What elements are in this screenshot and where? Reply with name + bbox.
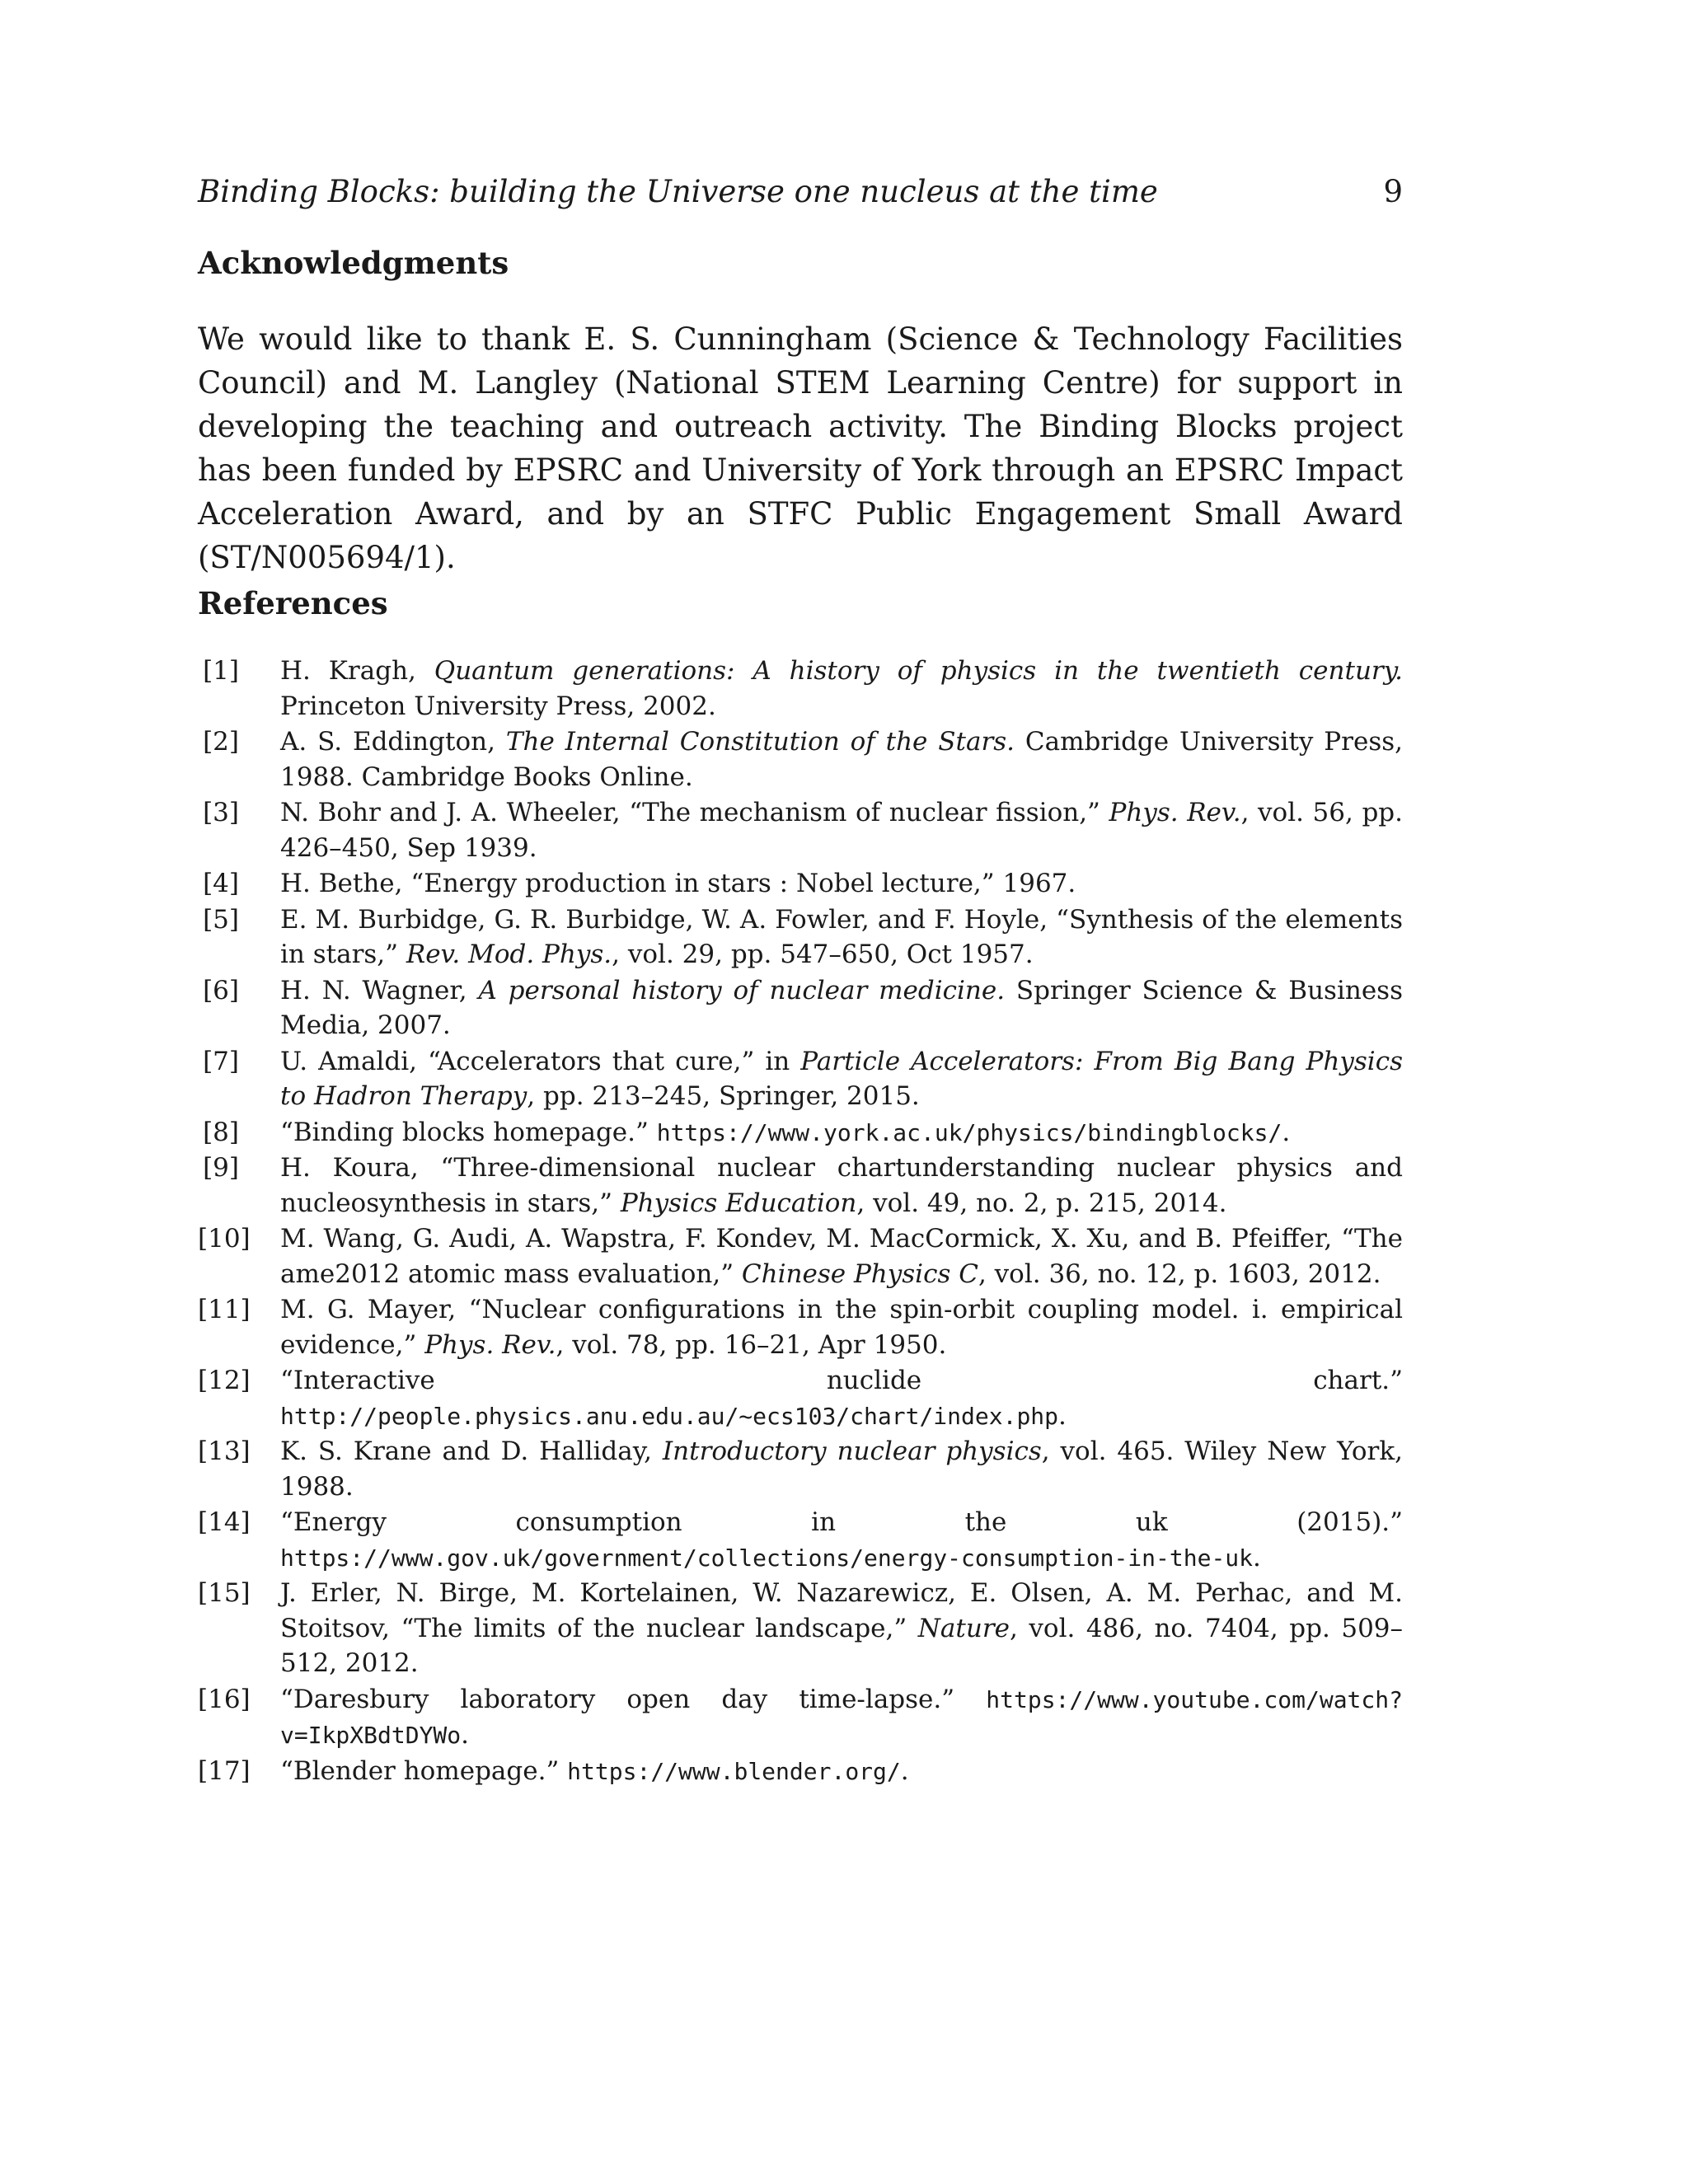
reference-item [198, 795, 1403, 866]
reference-item [198, 1682, 1403, 1754]
reference-end-punct: . [1253, 1542, 1261, 1572]
reference-details: , vol. 49, no. 2, p. 215, 2014. [856, 1188, 1227, 1218]
reference-number: [3] [203, 798, 239, 827]
reference-text [280, 976, 1403, 1041]
references-heading: References [198, 585, 388, 621]
reference-italic-title: Quantum generations: A history of physics in the twentieth century. [434, 656, 1403, 686]
reference-number: [1] [203, 656, 239, 686]
reference-italic-title: A personal history of nuclear medicine. [478, 975, 1006, 1005]
reference-url-link[interactable]: https://www.blender.org/ [567, 1757, 901, 1785]
reference-item [198, 1221, 1403, 1292]
reference-authors-text: M. Wang, G. Audi, A. Wapstra, F. Kondev, M. MacCormick, X. Xu, and B. Pfeiffer, “The ame2012 atomic mass evaluation,” [280, 1224, 1403, 1289]
reference-authors-text: H. Bethe, “Energy production in stars : Nobel lecture,” 1967. [280, 869, 1076, 898]
reference-italic-title: Nature [917, 1613, 1010, 1643]
reference-italic-title: Rev. Mod. Phys. [406, 940, 612, 969]
reference-item [198, 866, 1403, 902]
reference-item [198, 973, 1403, 1044]
reference-text [280, 905, 1403, 970]
reference-authors-text: U. Amaldi, “Accelerators that cure,” in [280, 1046, 801, 1076]
reference-text [280, 1366, 1403, 1431]
reference-authors-text: E. M. Burbidge, G. R. Burbidge, W. A. Fowler, and F. Hoyle, “Synthesis of the elements in stars,” [280, 904, 1403, 969]
reference-number: [6] [203, 975, 239, 1005]
reference-italic-title: Physics Education [620, 1188, 857, 1218]
reference-authors-text: H. N. Wagner, [280, 975, 479, 1005]
reference-italic-title: The Internal Constitution of the Stars. [505, 727, 1015, 757]
reference-authors-text: M. G. Mayer, “Nuclear configurations in the spin-orbit coupling model. i. empirical evidence,” [280, 1295, 1403, 1360]
reference-item [198, 724, 1403, 795]
reference-authors-text: K. S. Krane and D. Halliday, [280, 1436, 663, 1466]
reference-number: [17] [198, 1755, 251, 1786]
reference-details: , vol. 486, no. 7404, pp. 509–512, 2012. [280, 1613, 1404, 1678]
reference-end-punct: . [900, 1755, 909, 1786]
reference-number: [5] [203, 904, 239, 935]
reference-number: [4] [203, 869, 239, 898]
reference-text [280, 869, 1076, 898]
reference-number: [9] [203, 1153, 239, 1183]
reference-italic-title: Chinese Physics C [741, 1258, 978, 1289]
reference-item [198, 654, 1403, 724]
reference-italic-title: Particle Accelerators: From Big Bang Physics to Hadron Therapy [280, 1046, 1403, 1111]
running-head-title: Binding Blocks: building the Universe one nucleus at the time [198, 174, 1158, 209]
reference-authors-text: “Interactive nuclide chart.” [280, 1366, 1403, 1395]
reference-number: [2] [203, 727, 239, 757]
reference-authors-text: N. Bohr and J. A. Wheeler, “The mechanism of nuclear fission,” [280, 798, 1109, 827]
reference-details: , vol. 29, pp. 547–650, Oct 1957. [612, 940, 1034, 969]
reference-item [198, 1151, 1403, 1221]
reference-details: , vol. 36, no. 12, p. 1603, 2012. [978, 1258, 1381, 1289]
running-head [198, 171, 1403, 213]
reference-authors-text: H. Kragh, [280, 656, 434, 686]
reference-details: , vol. 56, pp. 426–450, Sep 1939. [280, 798, 1403, 863]
reference-number: [10] [198, 1224, 251, 1254]
reference-authors-text: “Energy consumption in the uk (2015).” [280, 1507, 1403, 1537]
reference-item [198, 902, 1403, 973]
reference-number: [14] [198, 1507, 251, 1537]
reference-text [280, 1578, 1403, 1678]
reference-text [280, 1756, 909, 1786]
reference-details: , pp. 213–245, Springer, 2015. [527, 1081, 920, 1111]
reference-details: Cambridge University Press, 1988. Cambridge Books Online. [280, 727, 1403, 792]
reference-url-link[interactable]: http://people.physics.anu.edu.au/~ecs103/chart/index.php [280, 1402, 1059, 1430]
reference-details: , vol. 465. Wiley New York, 1988. [280, 1436, 1403, 1502]
reference-end-punct: . [1282, 1117, 1291, 1147]
reference-item [198, 1115, 1403, 1151]
reference-authors-text: “Daresbury laboratory open day time-lapse.” [280, 1684, 987, 1714]
reference-item [198, 1434, 1403, 1505]
reference-authors-text: “Binding blocks homepage.” [280, 1117, 657, 1147]
reference-authors-text: J. Erler, N. Birge, M. Kortelainen, W. Nazarewicz, E. Olsen, A. M. Perhac, and M. Stoitsov, “The limits of the nuclear landscape,” [280, 1578, 1403, 1643]
reference-text [280, 1153, 1403, 1218]
reference-text [280, 798, 1403, 863]
reference-details: Princeton University Press, 2002. [280, 691, 716, 721]
reference-item [198, 1754, 1403, 1790]
reference-italic-title: Phys. Rev. [1109, 798, 1241, 827]
reference-item [198, 1292, 1403, 1363]
reference-item [198, 1576, 1403, 1682]
reference-number: [12] [198, 1366, 251, 1395]
reference-number: [16] [198, 1684, 251, 1714]
reference-item [198, 1363, 1403, 1434]
reference-authors-text: “Blender homepage.” [280, 1755, 568, 1786]
reference-number: [8] [203, 1117, 239, 1147]
reference-text [280, 1436, 1403, 1502]
reference-text [280, 1295, 1403, 1360]
reference-number: [11] [198, 1295, 251, 1324]
reference-text [280, 656, 1403, 721]
reference-end-punct: . [461, 1720, 470, 1750]
reference-authors-text: H. Koura, “Three-dimensional nuclear chartunderstanding nuclear physics and nucleosynthesis in stars,” [280, 1153, 1403, 1218]
reference-details: , vol. 78, pp. 16–21, Apr 1950. [556, 1329, 947, 1360]
acknowledgments-heading: Acknowledgments [198, 245, 509, 281]
reference-text [280, 1118, 1290, 1147]
acknowledgments-body: We would like to thank E. S. Cunningham (Science & Technology Facilities Council) and M. Langley (National STEM Learning Centre) for support in developing the teaching and outreach activity. The Binding Blocks project has been funded by EPSRC and University of York through an EPSRC Impact Acceleration Award, and by an STFC Public Engagement Small Award (ST/N005694/1). [198, 321, 1403, 575]
reference-italic-title: Phys. Rev. [424, 1329, 556, 1360]
reference-number: [7] [203, 1046, 239, 1076]
page-number: 9 [1383, 174, 1403, 209]
reference-item [198, 1505, 1403, 1576]
reference-url-link[interactable]: https://www.youtube.com/watch?v=IkpXBdtDYWo [280, 1685, 1403, 1749]
reference-end-punct: . [1058, 1400, 1067, 1431]
reference-text [280, 1224, 1403, 1289]
reference-text [280, 727, 1403, 792]
reference-list [198, 654, 1403, 1789]
reference-number: [15] [198, 1578, 251, 1608]
reference-number: [13] [198, 1436, 251, 1466]
reference-text [280, 1047, 1403, 1112]
reference-text [280, 1507, 1403, 1572]
reference-item [198, 1044, 1403, 1115]
reference-authors-text: A. S. Eddington, [280, 727, 506, 757]
reference-text [280, 1685, 1403, 1750]
reference-details: Springer Science & Business Media, 2007. [280, 975, 1403, 1040]
reference-url-link[interactable]: https://www.york.ac.uk/physics/bindingblocks/ [656, 1118, 1282, 1146]
reference-url-link[interactable]: https://www.gov.uk/government/collections/energy-consumption-in-the-uk [280, 1544, 1254, 1572]
reference-italic-title: Introductory nuclear physics [662, 1436, 1042, 1466]
